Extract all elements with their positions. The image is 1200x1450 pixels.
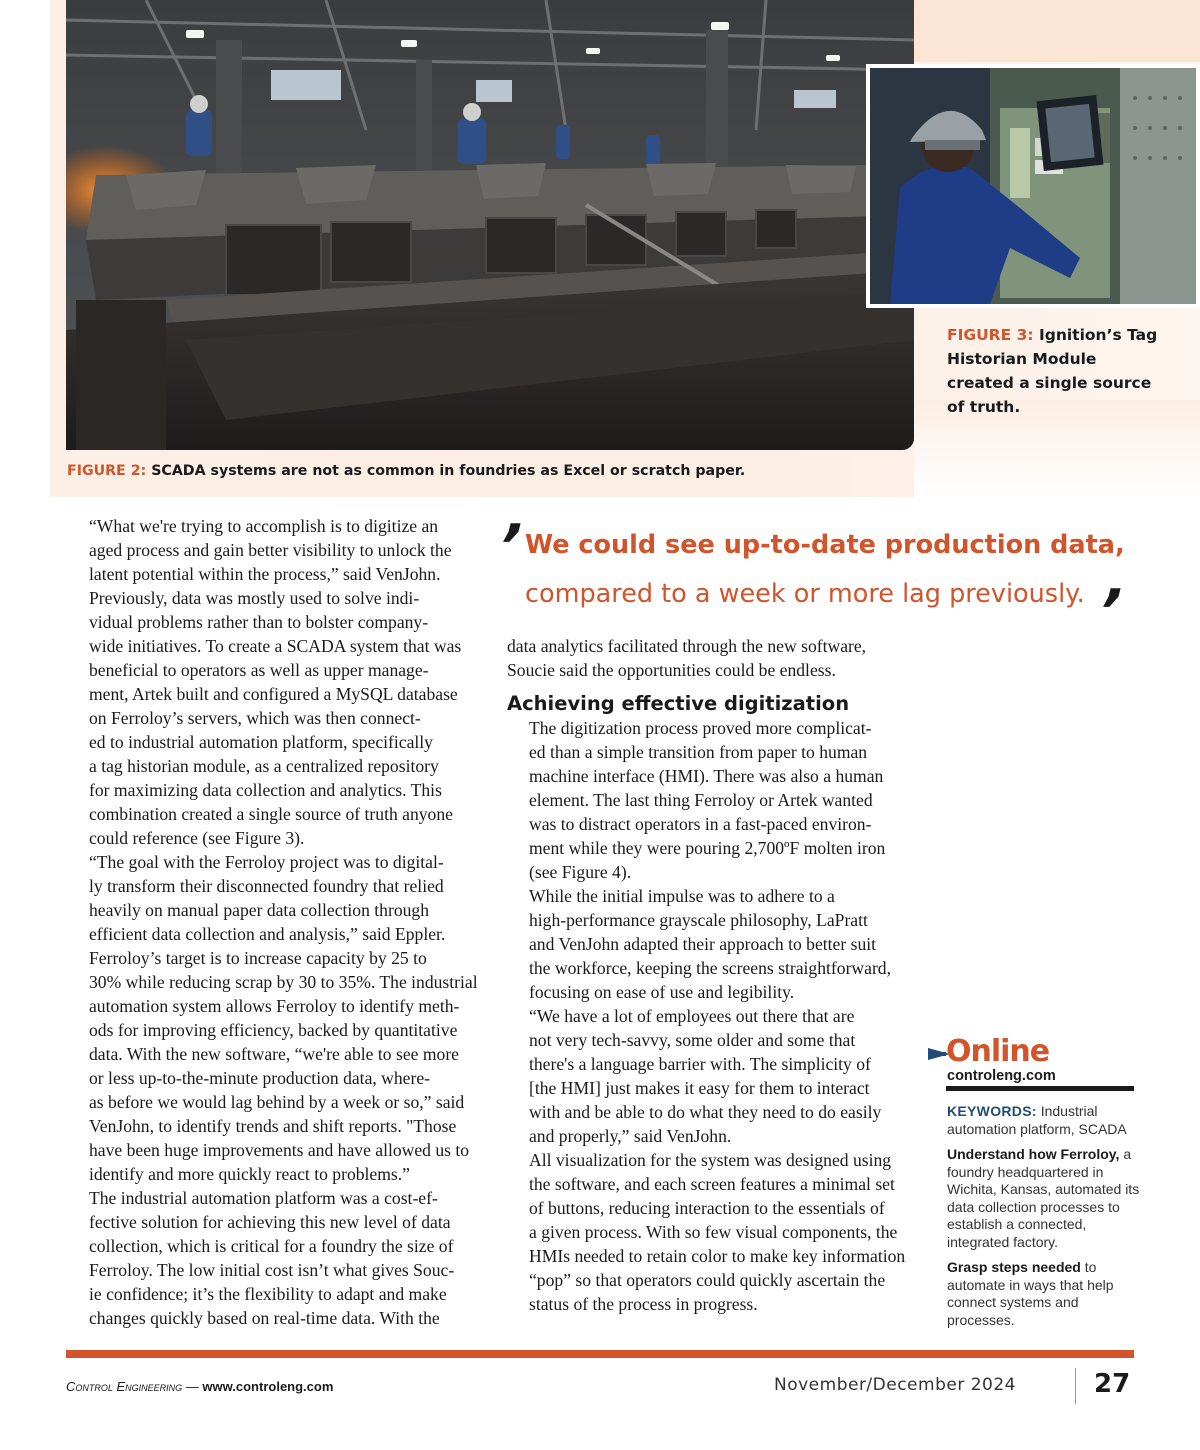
text-line: have been huge improvements and have allowed us to	[89, 1140, 470, 1160]
text-line: wide initiatives. To create a SCADA system that was	[89, 636, 462, 656]
text-line: fective solution for achieving this new level of data	[89, 1212, 451, 1232]
text-line: ly transform their disconnected foundry that relied	[89, 876, 444, 896]
text-line: high-performance grayscale philosophy, LaPratt	[529, 910, 868, 930]
operator-hmi-image	[870, 68, 1196, 304]
keywords-text: Industrial automation platform, SCADA	[947, 1103, 1127, 1137]
text-line: as before we would lag behind by a week or so,” said	[89, 1092, 465, 1112]
text-line: data analytics facilitated through the new software,	[507, 636, 867, 656]
figure-3-caption	[947, 323, 1167, 419]
text-line: “What we're trying to accomplish is to digitize an	[89, 516, 439, 536]
keywords-block	[947, 1103, 1147, 1138]
objective-1-text: a foundry headquartered in Wichita, Kansas, automated its data collection processes to establish a connected, integrated factory.	[947, 1146, 1140, 1250]
body-paragraph	[67, 586, 477, 850]
text-line: combination created a single source of truth anyone	[89, 804, 453, 824]
text-line: and properly,” said VenJohn.	[529, 1126, 732, 1146]
text-line: ods for improving efficiency, backed by quantitative	[89, 1020, 458, 1040]
text-line: element. The last thing Ferroloy or Artek wanted	[529, 790, 873, 810]
body-paragraph	[507, 634, 917, 682]
pull-quote-line-2: compared to a week or more lag previously.	[525, 579, 1085, 609]
text-line: of buttons, reducing interaction to the essentials of	[529, 1198, 885, 1218]
body-paragraph	[67, 514, 477, 586]
learning-objective-2	[947, 1259, 1147, 1329]
text-line: efficient data collection and analysis,” said Eppler.	[89, 924, 446, 944]
text-line: could reference (see Figure 3).	[89, 828, 305, 848]
text-line: ment while they were pouring 2,700ºF molten iron	[529, 838, 886, 858]
text-line: there's a language barrier with. The simplicity of	[529, 1054, 871, 1074]
close-quote-mark-icon: ’	[1089, 577, 1130, 647]
text-line: or less up-to-the-minute production data, where-	[89, 1068, 431, 1088]
body-column-1	[67, 514, 477, 1330]
text-line: “The goal with the Ferroloy project was to digital-	[89, 852, 444, 872]
text-line: All visualization for the system was designed using	[529, 1150, 892, 1170]
text-line: While the initial impulse was to adhere to a	[529, 886, 835, 906]
open-quote-mark-icon: ’	[489, 512, 530, 582]
text-line: Ferroloy. The low initial cost isn’t what gives Souc-	[89, 1260, 455, 1280]
text-line: ed to industrial automation platform, specifically	[89, 732, 433, 752]
footer-rule	[66, 1350, 1134, 1358]
section-heading: Achieving effective digitization	[507, 692, 850, 715]
text-line: The industrial automation platform was a cost-ef-	[89, 1188, 438, 1208]
publication-name: Control Engineering	[66, 1379, 183, 1394]
text-line: on Ferroloy’s servers, which was then connect-	[89, 708, 421, 728]
body-paragraph	[507, 1004, 917, 1148]
text-line: for maximizing data collection and analytics. This	[89, 780, 442, 800]
keywords-label: KEYWORDS:	[947, 1103, 1037, 1119]
text-line: Ferroloy’s target is to increase capacity by 25 to	[89, 948, 427, 968]
figure-2-photo	[66, 0, 914, 450]
text-line: “pop” so that operators could quickly ascertain the	[529, 1270, 886, 1290]
text-line: ed than a simple transition from paper to human	[529, 742, 868, 762]
body-column-2	[507, 634, 917, 1316]
body-paragraph	[507, 1148, 917, 1316]
figure-3-caption-text: Ignition’s Tag Historian Module created a single source of truth.	[947, 326, 1158, 416]
text-line: heavily on manual paper data collection through	[89, 900, 430, 920]
text-line: with and be able to do what they need to do easily	[529, 1102, 882, 1122]
objective-2-lead: Grasp steps needed	[947, 1259, 1081, 1275]
footer-dash: —	[182, 1379, 203, 1394]
text-line: The digitization process proved more complicat-	[529, 718, 872, 738]
body-paragraph	[67, 946, 477, 1186]
text-line: status of the process in progress.	[529, 1294, 758, 1314]
text-line: identify and more quickly react to problems.”	[89, 1164, 410, 1184]
text-line: a given process. With so few visual components, the	[529, 1222, 898, 1242]
figure-3-photo	[866, 64, 1200, 308]
figure-2-caption-text: SCADA systems are not as common in foundries as Excel or scratch paper.	[146, 463, 746, 479]
online-divider	[946, 1086, 1134, 1091]
text-line: ment, Artek built and configured a MySQL database	[89, 684, 458, 704]
body-paragraph	[507, 884, 917, 1004]
figure-band-accent	[914, 0, 1200, 62]
text-line: Soucie said the opportunities could be endless.	[507, 660, 836, 680]
pull-quote-line-1: We could see up-to-date production data,	[525, 530, 1125, 560]
text-line: latent potential within the process,” said VenJohn.	[89, 564, 441, 584]
text-line: collection, which is critical for a foundry the size of	[89, 1236, 454, 1256]
text-line: the workforce, keeping the screens straightforward,	[529, 958, 891, 978]
text-line: changes quickly based on real-time data. With the	[89, 1308, 440, 1328]
footer-url[interactable]: www.controleng.com	[202, 1379, 334, 1394]
text-line: beneficial to operators as well as upper manage-	[89, 660, 429, 680]
figure-2-caption	[67, 463, 745, 479]
foundry-floor-image	[66, 0, 914, 450]
page-number: 27	[1094, 1369, 1131, 1399]
text-line: machine interface (HMI). There was also a human	[529, 766, 884, 786]
text-line: [the HMI] just makes it easy for them to interact	[529, 1078, 870, 1098]
text-line: aged process and gain better visibility to unlock the	[89, 540, 452, 560]
text-line: the software, and each screen features a minimal set	[529, 1174, 895, 1194]
footer-separator	[1075, 1368, 1076, 1404]
text-line: data. With the new software, “we're able to see more	[89, 1044, 459, 1064]
text-line: automation system allows Ferroloy to identify meth-	[89, 996, 460, 1016]
objective-1-lead: Understand how Ferroloy,	[947, 1146, 1120, 1162]
text-line: (see Figure 4).	[529, 862, 632, 882]
text-line: ie confidence; it’s the flexibility to adapt and make	[89, 1284, 447, 1304]
objective-2-text: to automate in ways that help connect systems and processes.	[947, 1259, 1114, 1328]
text-line: VenJohn, to identify trends and shift reports. "Those	[89, 1116, 457, 1136]
footer-publication	[66, 1379, 333, 1394]
body-paragraph	[507, 716, 917, 884]
text-line: Previously, data was mostly used to solve indi-	[89, 588, 420, 608]
figure-3-label: FIGURE 3:	[947, 326, 1034, 344]
text-line: vidual problems rather than to bolster company-	[89, 612, 429, 632]
body-paragraph	[67, 850, 477, 946]
online-logo-text: Online	[946, 1034, 1050, 1069]
issue-date: November/December 2024	[774, 1375, 1016, 1395]
text-line: HMIs needed to retain color to make key information	[529, 1246, 906, 1266]
figure-2-label: FIGURE 2:	[67, 463, 147, 479]
text-line: 30% while reducing scrap by 30 to 35%. The industrial	[89, 972, 478, 992]
text-line: was to distract operators in a fast-paced environ-	[529, 814, 872, 834]
text-line: “We have a lot of employees out there that are	[529, 1006, 855, 1026]
text-line: not very tech-savvy, some older and some that	[529, 1030, 856, 1050]
body-paragraph	[67, 1186, 477, 1330]
learning-objective-1	[947, 1146, 1147, 1251]
text-line: focusing on ease of use and legibility.	[529, 982, 795, 1002]
text-line: and VenJohn adapted their approach to better suit	[529, 934, 877, 954]
text-line: a tag historian module, as a centralized repository	[89, 756, 439, 776]
online-url[interactable]: controleng.com	[947, 1068, 1056, 1084]
